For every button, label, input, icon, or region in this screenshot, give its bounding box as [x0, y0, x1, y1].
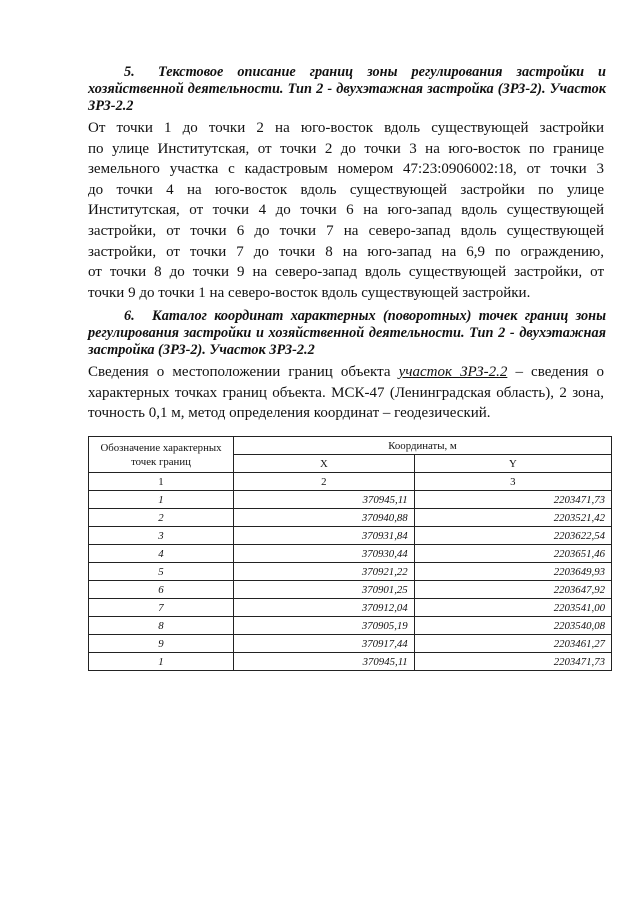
description-line: застройки, от точки 7 до точки 8 на юго-запад на 6,9 по ограждению, [88, 243, 604, 260]
table-row [89, 599, 612, 617]
table-row [89, 527, 612, 545]
coord-y: 2203649,93 [414, 563, 611, 581]
coord-y: 2203521,42 [414, 509, 611, 527]
column-number: 3 [414, 473, 611, 491]
coord-y: 2203471,73 [414, 653, 611, 671]
coord-y: 2203471,73 [414, 491, 611, 509]
column-number: 1 [89, 473, 234, 491]
coord-x: 370940,88 [234, 509, 415, 527]
section-6-number: 6. [124, 308, 135, 324]
section-5-number: 5. [124, 64, 135, 80]
description-line: Институтская, от точки 4 до точки 6 на юго-запад вдоль существующей [88, 202, 604, 219]
coord-x: 370945,11 [234, 491, 415, 509]
coord-y: 2203461,27 [414, 635, 611, 653]
description-line: От точки 1 до точки 2 на юго-восток вдоль существующей застройки [88, 120, 604, 136]
coord-x: 370945,11 [234, 653, 415, 671]
point-id: 1 [89, 653, 234, 671]
column-number: 2 [234, 473, 415, 491]
point-id: 2 [89, 509, 234, 527]
header-x: X [234, 455, 415, 473]
coordinates-table [88, 436, 612, 671]
header-points: Обозначение характерных точек границ [89, 437, 234, 473]
point-id: 5 [89, 563, 234, 581]
coord-y: 2203647,92 [414, 581, 611, 599]
description-line: до точки 4 на юго-восток вдоль существующей застройки по улице [88, 181, 604, 198]
table-row [89, 617, 612, 635]
section-5-description [88, 118, 604, 303]
coord-x: 370930,44 [234, 545, 415, 563]
table-row [89, 635, 612, 653]
table-row [89, 653, 612, 671]
description-line: по улице Институтская, от точки 2 до точки 3 на юго-восток по границе [88, 140, 604, 157]
intro-text-before: Сведения о местоположении границ объекта [88, 364, 399, 380]
coord-x: 370912,04 [234, 599, 415, 617]
coord-x: 370931,84 [234, 527, 415, 545]
description-line: точки 9 до точки 1 на северо-восток вдоль существующей застройки. [88, 284, 531, 301]
table-row [89, 491, 612, 509]
column-number-row [89, 473, 612, 491]
description-line: от точки 8 до точки 9 на северо-запад вдоль существующей застройки, от [88, 264, 604, 281]
intro-text-after: – сведения о характерных точках границ объекта. МСК-47 (Ленинградская область), 2 зона, точность 0,1 м, метод определения координат – геодезический. [88, 364, 605, 422]
point-id: 8 [89, 617, 234, 635]
coord-x: 370901,25 [234, 581, 415, 599]
coord-y: 2203622,54 [414, 527, 611, 545]
intro-object-name: участок ЗРЗ-2.2 [398, 364, 508, 380]
coord-x: 370921,22 [234, 563, 415, 581]
point-id: 6 [89, 581, 234, 599]
section-6-heading [88, 308, 606, 359]
coord-y: 2203651,46 [414, 545, 611, 563]
header-y: Y [414, 455, 611, 473]
coord-y: 2203541,00 [414, 599, 611, 617]
description-line: земельного участка с кадастровым номером 47:23:0906002:18, от точки 3 [88, 161, 604, 178]
point-id: 7 [89, 599, 234, 617]
point-id: 9 [89, 635, 234, 653]
coord-y: 2203540,08 [414, 617, 611, 635]
description-line: застройки, от точки 6 до точки 7 на северо-запад вдоль существующей [88, 222, 604, 239]
section-5-heading [88, 64, 606, 115]
coord-x: 370917,44 [234, 635, 415, 653]
point-id: 3 [89, 527, 234, 545]
table-row [89, 563, 612, 581]
table-row [89, 545, 612, 563]
section-5-title: Текстовое описание границ зоны регулирования застройки и хозяйственной деятельности. Тип 2 - двухэтажная застройка (ЗРЗ-2). Участок ЗРЗ-2.2 [88, 64, 606, 114]
table-row [89, 509, 612, 527]
coord-x: 370905,19 [234, 617, 415, 635]
point-id: 4 [89, 545, 234, 563]
table-row [89, 581, 612, 599]
point-id: 1 [89, 491, 234, 509]
section-6-title: Каталог координат характерных (поворотных) точек границ зоны регулирования застройки и хозяйственной деятельности. Тип 2 - двухэтажная застройка (ЗРЗ-2). Участок ЗРЗ-2.2 [88, 308, 606, 358]
header-coordinates: Координаты, м [234, 437, 612, 455]
section-6-intro [88, 362, 604, 424]
